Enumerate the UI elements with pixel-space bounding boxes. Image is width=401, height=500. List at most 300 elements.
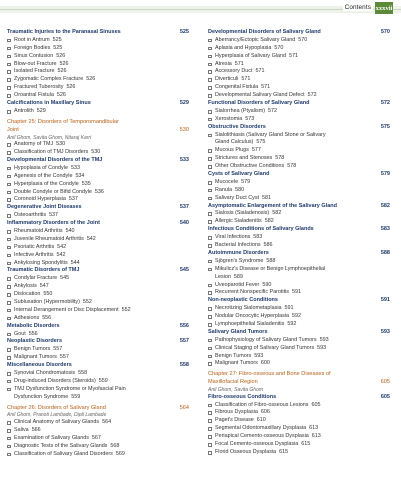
toc-item-page-number: 552 [82,298,92,305]
toc-item [7,149,189,157]
toc-item [208,45,390,53]
toc-item-text: Necrotizing Sialometaplasia [215,305,282,312]
section-page-number: 572 [380,100,390,107]
toc-item-text: Xerostomia [215,115,243,122]
checkbox-bullet-icon [7,348,11,352]
checkbox-bullet-icon [7,110,11,114]
toc-section-heading [208,329,390,337]
section-page-number: 558 [179,362,189,369]
toc-item-page-number: 579 [241,178,251,185]
toc-item [7,181,189,189]
section-page-number: 570 [380,29,390,35]
toc-item-page-number: 581 [262,194,272,201]
checkbox-bullet-icon [208,86,212,90]
toc-item [7,354,189,362]
toc-item-text: Benign Tumors [14,346,51,353]
toc-item [208,425,390,433]
toc-item-text: Fibrous Dysplasia [215,409,258,416]
section-page-number: 557 [179,338,189,345]
toc-item-text: Bacterial Infections [215,242,261,249]
section-heading-text: Calcifications in Maxillary Sinus [7,100,91,107]
checkbox-bullet-icon [208,419,212,423]
checkbox-bullet-icon [7,191,11,195]
toc-item-text: TMJ Dysfunction Syndrome or Myofascial Pain [14,385,126,392]
checkbox-bullet-icon [7,317,11,321]
toc-item-page-number: 571 [255,68,265,75]
toc-section-heading [208,203,390,211]
toc-item-page-number: 580 [235,186,245,193]
toc-item-page-number: 526 [57,68,67,75]
toc-item-text: Classification of Fibro-osseous Lesions [215,401,309,408]
section-heading-text: Neoplastic Disorders [7,338,63,345]
checkbox-bullet-icon [208,165,212,169]
toc-item [208,289,390,297]
toc-item-page-number: 559 [98,377,108,384]
checkbox-bullet-icon [208,451,212,455]
checkbox-bullet-icon [208,268,212,272]
section-page-number: 591 [380,297,390,304]
toc-item-page-number: 556 [42,314,52,321]
toc-item-text: Malignant Tumors [14,354,57,361]
toc-item-page-number: 533 [70,164,80,171]
toc-section-heading [7,323,189,331]
checkbox-bullet-icon [7,388,11,392]
chapter-title [7,405,189,413]
chapter-page-number: 605 [380,379,390,386]
toc-item-page-number: 593 [317,344,327,351]
toc-item [208,449,390,457]
toc-item-page-number: 547 [39,283,49,290]
toc-item [208,132,390,140]
checkbox-bullet-icon [208,78,212,82]
toc-item [208,360,390,368]
section-heading-text: Non-neoplastic Conditions [208,297,278,304]
toc-item [7,61,189,69]
section-page-number: 579 [380,171,390,178]
toc-item-text: Viral Infections [215,234,251,241]
checkbox-bullet-icon [7,78,11,82]
checkbox-bullet-icon [208,149,212,153]
toc-item-page-number: 570 [274,44,284,51]
checkbox-bullet-icon [7,230,11,234]
toc-item-text: Blow-out Fracture [14,60,57,67]
toc-item-text: Mucocele [215,178,239,185]
toc-item-page-number: 544 [70,259,80,266]
toc-section-heading [208,171,390,179]
section-page-number: 593 [380,328,390,335]
toc-item-page-number: 582 [272,210,282,217]
section-page-number: 540 [179,220,189,227]
toc-item [7,68,189,76]
chapter-title [208,371,390,379]
toc-item [208,321,390,329]
toc-section-heading [208,100,390,108]
toc-item-page-number: 591 [284,305,294,312]
toc-item-page-number: 556 [28,330,38,337]
toc-item-page-number: 575 [256,139,266,146]
toc-item [208,353,390,361]
toc-item [208,258,390,266]
section-page-number: 582 [380,202,390,209]
toc-item-text: Diverticuli [215,76,239,83]
checkbox-bullet-icon [7,39,11,43]
toc-item-page-number: 542 [86,235,96,242]
checkbox-bullet-icon [208,63,212,67]
toc-item [208,68,390,76]
toc-item-page-number: 572 [268,107,278,114]
toc-item-page-number: 605 [311,401,321,408]
toc-item [7,37,189,45]
toc-item-text: Gout [14,330,26,337]
toc-item-page-number: 526 [56,52,66,59]
toc-item-text: Uveoparotid Fever [215,281,260,288]
toc-item-page-number: 535 [81,180,91,187]
toc-item-page-number: 542 [56,251,66,258]
toc-item [7,275,189,283]
toc-item-text: Coronoid Hyperplasia [14,196,66,203]
checkbox-bullet-icon [7,55,11,59]
checkbox-bullet-icon [208,315,212,319]
section-page-number: 575 [380,123,390,130]
checkbox-bullet-icon [208,157,212,161]
chapter-title [208,379,390,387]
section-heading-text: Fibro-osseous Conditions [208,393,277,400]
toc-item-text: Accessory Duct [215,68,253,75]
toc-item [7,307,189,315]
toc-item-text: Foreign Bodies [14,44,51,51]
toc-item [7,92,189,100]
toc-item [7,370,189,378]
toc-item [7,427,189,435]
toc-item-text: Ranula [215,186,233,193]
toc-item-page-number: 568 [110,442,120,449]
toc-item [7,386,189,394]
toc-item [7,45,189,53]
toc-section-heading [7,362,189,370]
checkbox-bullet-icon [7,183,11,187]
toc-item [208,179,390,187]
toc-section-heading [208,297,390,305]
toc-item [208,282,390,290]
section-heading-text: Metabolic Disorders [7,322,60,329]
toc-item [208,441,390,449]
toc-item-page-number: 582 [264,218,274,225]
checkbox-bullet-icon [208,197,212,201]
toc-item-page-number: 589 [233,273,243,280]
checkbox-bullet-icon [208,70,212,74]
toc-item [7,244,189,252]
section-page-number: 556 [179,322,189,329]
toc-item-text: Malignant Tumors [215,360,258,367]
toc-section-heading [208,29,390,37]
section-heading-text: Autoimmune Disorders [208,249,269,256]
chapter-title-text: Chapter 27: Fibro-osseous and Bone Diseases of [208,371,331,378]
chapter-authors: Anil Ghom, Savita Ghom [208,387,264,394]
toc-item-text: Ankylosis [14,283,37,290]
section-heading-text: Salivary Gland Tumors [208,328,268,335]
toc-item-text: Periapical Cemento-osseous Dysplasia [215,433,309,440]
toc-item [208,147,390,155]
toc-item-page-number: 552 [121,306,131,313]
toc-item [208,417,390,425]
toc-item [7,53,189,61]
toc-left-column [7,29,189,459]
toc-item-text: Developmental Salivary Gland Defect [215,92,305,99]
checkbox-bullet-icon [7,151,11,155]
toc-item-page-number: 542 [57,243,67,250]
chapter-title-text: Maxillofacial Region [208,379,258,386]
checkbox-bullet-icon [7,47,11,51]
toc-item [7,212,189,220]
toc-item-page-number: 578 [275,155,285,162]
toc-section-heading [208,226,390,234]
toc-item-text: Diagnostic Tests of the Salivary Glands [14,442,108,449]
toc-item-text: Synovial Chondromatosis [14,370,76,376]
toc-item [208,84,390,92]
toc-item [208,155,390,163]
toc-item-page-number: 571 [241,76,251,83]
toc-item [7,260,189,268]
checkbox-bullet-icon [208,284,212,288]
section-heading-text: Obstructive Disorders [208,123,266,130]
toc-item-page-number: 529 [36,107,46,114]
toc-item-text: Dysfunction Syndrome [14,393,69,400]
toc-item [7,331,189,339]
toc-item-page-number: 592 [287,320,297,327]
toc-item-text: Other Obstructive Conditions [215,163,285,170]
checkbox-bullet-icon [7,429,11,433]
toc-item [7,443,189,451]
toc-item-text: Classification of TMJ Disorders [14,149,89,156]
toc-item-page-number: 615 [279,448,289,455]
toc-item [208,108,390,116]
toc-item [208,76,390,84]
checkbox-bullet-icon [208,220,212,224]
toc-item [7,173,189,181]
chapter-page-number: 564 [179,404,189,411]
checkbox-bullet-icon [7,238,11,242]
toc-item-page-number: 525 [53,44,63,51]
toc-item-page-number: 593 [319,336,329,343]
toc-item-text: Lesion [215,273,231,280]
checkbox-bullet-icon [208,347,212,351]
toc-item-text: Dislocation [14,291,41,298]
toc-item-page-number: 564 [102,419,112,426]
toc-item [208,53,390,61]
checkbox-bullet-icon [208,110,212,114]
toc-item-text: Root in Antrum [14,36,50,43]
checkbox-bullet-icon [7,63,11,67]
toc-item-text: Sinus Contusion [14,52,54,59]
section-heading-text: Miscellaneous Disorders [7,362,72,369]
toc-item [208,187,390,195]
toc-item [7,299,189,307]
toc-item [7,228,189,236]
toc-item-continuation [208,274,390,282]
checkbox-bullet-icon [208,323,212,327]
toc-item-page-number: 572 [307,92,317,99]
toc-item-text: Juvenile Rheumatoid Arthritis [14,235,84,242]
section-heading-text: Degenerative Joint Diseases [7,204,82,211]
toc-item-page-number: 526 [66,84,76,91]
toc-item-continuation [7,394,189,402]
toc-item-text: Congenital Fistula [215,84,259,91]
toc-item-text: Gland Calculus) [215,139,254,146]
toc-item-page-number: 606 [260,409,270,416]
section-page-number: 533 [179,156,189,163]
toc-section-heading [7,204,189,212]
toc-item [7,291,189,299]
toc-item-page-number: 537 [68,196,78,203]
toc-item-text: Antrolith [14,107,34,114]
toc-item-text: Hyperplasia of Salivary Gland [215,52,287,59]
toc-item-page-number: 530 [56,141,66,148]
toc-item-text: Allergic Sialadenitis [215,218,262,225]
toc-item [7,346,189,354]
toc-item-text: Aberrancy/Ectopic Salivary Gland [215,36,296,43]
toc-item [7,378,189,386]
checkbox-bullet-icon [208,47,212,51]
toc-item [7,283,189,291]
toc-item-page-number: 525 [52,36,62,43]
section-heading-text: Infectious Conditions of Salivary Glands [208,226,314,233]
checkbox-bullet-icon [208,118,212,122]
toc-item-page-number: 590 [262,281,272,288]
toc-item-text: Sialosis (Sialadenosis) [215,210,270,217]
toc-item [7,315,189,323]
toc-item-page-number: 570 [298,36,308,43]
checkbox-bullet-icon [208,189,212,193]
toc-item [208,305,390,313]
chapter-title [7,119,189,127]
section-heading-text: Developmental Disorders of Salivary Gland [208,29,321,35]
toc-item-page-number: 550 [43,291,53,298]
toc-item [208,92,390,100]
chapter-authors: Anil Ghom, Pranoti Lambade, Dipti Lambade [7,412,107,419]
toc-item-page-number: 578 [287,163,297,170]
toc-item-text: Clinical Staging of Salivary Gland Tumors [215,344,315,351]
toc-item-page-number: 593 [254,352,264,359]
toc-item-text: Pathophysiology of Salivary Gland Tumors [215,336,317,343]
checkbox-bullet-icon [7,333,11,337]
toc-section-heading [7,157,189,165]
toc-item-page-number: 571 [261,84,271,91]
toc-item [7,236,189,244]
toc-item-text: Mikulicz's Disease or Benign Lymphoepithelial [215,265,326,272]
checkbox-bullet-icon [208,411,212,415]
toc-item [7,419,189,427]
toc-item-page-number: 610 [256,417,266,424]
toc-item-page-number: 613 [311,433,321,440]
toc-item-text: Classification of Salivary Gland Disorders [14,450,113,457]
toc-right-column [208,29,390,457]
checkbox-bullet-icon [7,214,11,218]
toc-item-page-number: 569 [115,450,125,457]
toc-item [208,433,390,441]
section-page-number: 583 [380,226,390,233]
toc-item-text: Focal Cemento-osseous Dysplasia [215,441,299,448]
toc-item-text: Double Condyle or Bifid Condyle [14,188,92,195]
checkbox-bullet-icon [208,362,212,366]
toc-section-heading [7,338,189,346]
toc-item-text: Benign Tumors [215,352,252,359]
toc-item [7,165,189,173]
toc-item-page-number: 557 [59,354,69,361]
checkbox-bullet-icon [7,198,11,202]
checkbox-bullet-icon [7,285,11,289]
toc-item-page-number: 573 [245,115,255,122]
checkbox-bullet-icon [7,277,11,281]
toc-item [208,37,390,45]
toc-item-page-number: 571 [234,60,244,67]
toc-item [208,345,390,353]
toc-item-page-number: 571 [289,52,299,59]
toc-item-page-number: 526 [59,60,69,67]
checkbox-bullet-icon [7,70,11,74]
chapter-page-number: 530 [179,126,189,133]
toc-item [7,76,189,84]
toc-section-heading [7,267,189,275]
checkbox-bullet-icon [208,339,212,343]
toc-item [7,196,189,204]
checkbox-bullet-icon [7,86,11,90]
toc-item-text: Mucous Plugs [215,147,249,154]
toc-item-text: Sialolithiasis (Salivary Gland Stone or Salivary [215,131,326,138]
section-heading-text: Developmental Disorders of the TMJ [7,156,103,163]
toc-item-text: Segmental Odontomaxillary Dysplasia [215,425,307,432]
toc-item [208,313,390,321]
toc-item [7,435,189,443]
toc-item-text: Psoriatic Arthritis [14,243,55,250]
checkbox-bullet-icon [208,443,212,447]
checkbox-bullet-icon [208,260,212,264]
section-heading-text: Functional Disorders of Salivary Gland [208,100,310,107]
checkbox-bullet-icon [208,236,212,240]
toc-item [208,337,390,345]
checkbox-bullet-icon [208,355,212,359]
toc-item-text: Anatomy of TMJ [14,141,54,148]
toc-item-text: Salivary Duct Cyst [215,194,260,201]
toc-item-text: Lymphoepithelial Sialadenitis [215,320,285,327]
checkbox-bullet-icon [7,175,11,179]
toc-item-page-number: 577 [251,147,261,154]
checkbox-bullet-icon [208,181,212,185]
toc-item-page-number: 586 [263,242,273,249]
section-heading-text: Cysts of Salivary Gland [208,171,270,178]
toc-item-text: Adhesions [14,314,40,321]
toc-item [208,234,390,242]
toc-item-text: Infective Arthritis [14,251,54,258]
section-page-number: 605 [380,393,390,400]
toc-item-text: Examination of Salivary Glands [14,434,89,441]
toc-item [208,242,390,250]
checkbox-bullet-icon [7,309,11,313]
toc-item-text: Drug-induced Disorders (Steroids) [14,377,96,384]
toc-item [7,84,189,92]
toc-item-page-number: 526 [86,76,96,83]
toc-item-text: Saliva [14,426,29,433]
checkbox-bullet-icon [7,453,11,457]
checkbox-bullet-icon [208,39,212,43]
toc-item-text: Isolated Fracture [14,68,55,75]
toc-item-text: Sjögren's Syndrome [215,257,264,264]
toc-item [7,141,189,149]
chapter-title-text: Joint [7,126,19,133]
checkbox-bullet-icon [7,94,11,98]
toc-item [208,163,390,171]
checkbox-bullet-icon [7,293,11,297]
checkbox-bullet-icon [7,246,11,250]
